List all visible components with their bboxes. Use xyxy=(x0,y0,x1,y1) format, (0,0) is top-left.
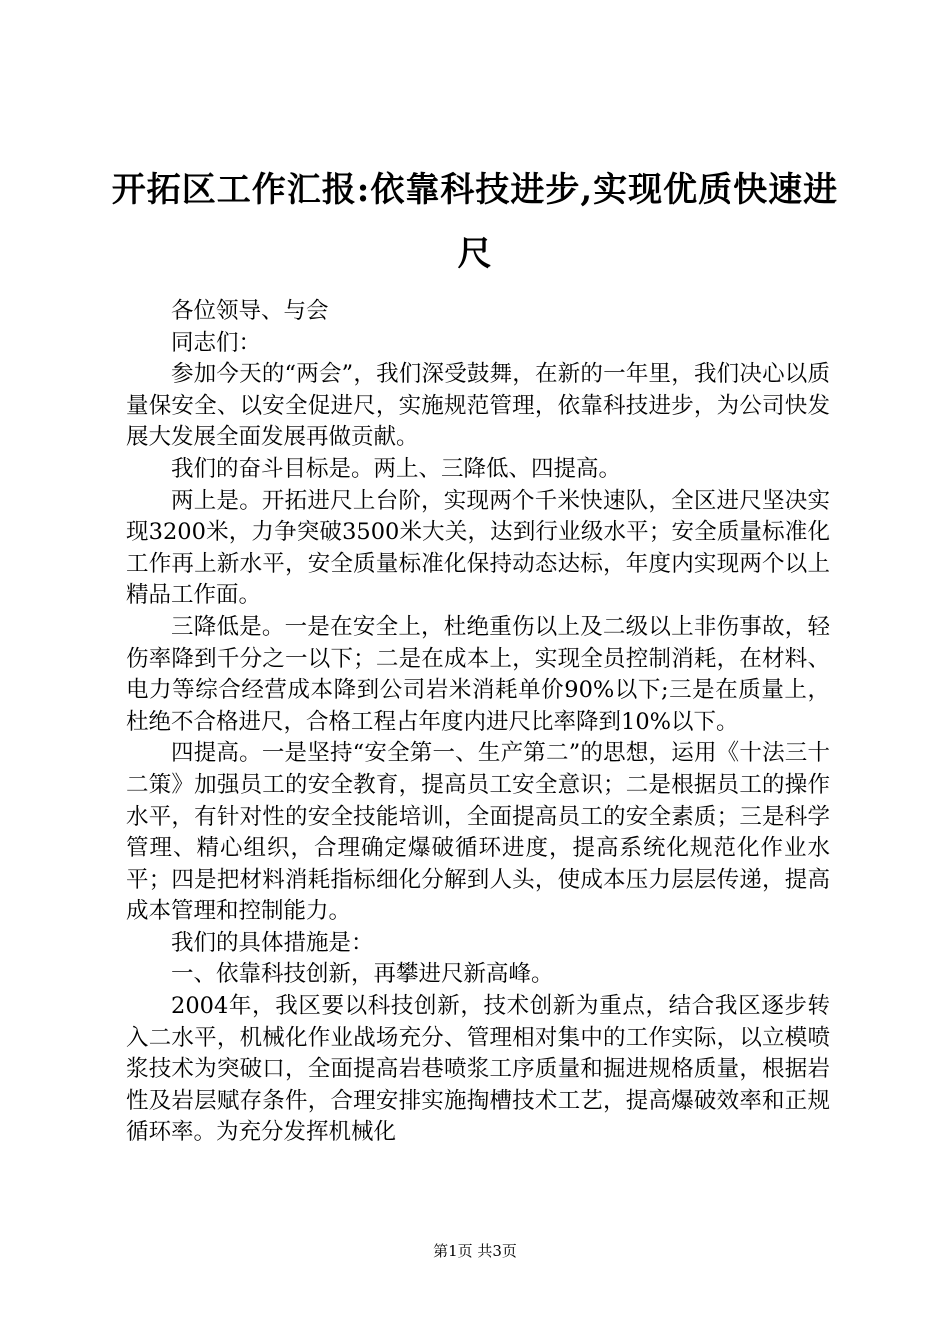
paragraph-measure-detail-1: 2004年，我区要以科技创新，技术创新为重点，结合我区逐步转入二水平，机械化作业战场充分、管理相对集中的工作实际，以立模喷浆技术为突破口，全面提高岩巷喷浆工序质量和掘进规格质量，根据岩性及岩层赋存条件，合理安排实施掏槽技术工艺，提高爆破效率和正规循环率。为充分发挥机械化 xyxy=(126,993,830,1146)
paragraph-opening: 参加今天的“两会”，我们深受鼓舞，在新的一年里，我们决心以质量保安全、以安全促进尺，实施规范管理，依靠科技进步，为公司快发展大发展全面发展再做贡献。 xyxy=(126,361,830,451)
page-footer: 第1页 共3页 xyxy=(433,1242,517,1260)
paragraph-two-up: 两上是。开拓进尺上台阶，实现两个千米快速队，全区进尺坚决实现3200米，力争突破3500米大关，达到行业级水平；安全质量标准化工作再上新水平，安全质量标准化保持动态达标，年度内实现两个以上精品工作面。 xyxy=(126,487,830,609)
document-body xyxy=(126,296,830,1149)
paragraph-three-reduce: 三降低是。一是在安全上，杜绝重伤以上及二级以上非伤事故，轻伤率降到千分之一以下；二是在成本上，实现全员控制消耗，在材料、电力等综合经营成本降到公司岩米消耗单价90%以下;三是在质量上，杜绝不合格进尺，合格工程占年度内进尺比率降到10%以下。 xyxy=(126,613,830,735)
paragraph-measures-intro: 我们的具体措施是： xyxy=(171,929,374,956)
paragraph-salutation-1: 各位领导、与会 xyxy=(171,298,329,324)
paragraph-measure-heading-1: 一、依靠科技创新，再攀进尺新高峰。 xyxy=(171,961,554,988)
paragraph-four-improve: 四提高。一是坚持“安全第一、生产第二”的思想，运用《十法三十二策》加强员工的安全教育，提高员工安全意识；二是根据员工的操作水平，有针对性的安全技能培训，全面提高员工的安全素质；三是科学管理、精心组织，合理确定爆破循环进度，提高系统化规范化作业水平；四是把材料消耗指标细化分解到人头，使成本压力层层传递，提高成本管理和控制能力。 xyxy=(126,740,830,925)
paragraph-salutation-2: 同志们： xyxy=(171,329,262,356)
paragraph-goals: 我们的奋斗目标是。两上、三降低、四提高。 xyxy=(171,455,622,482)
document-title: 开拓区工作汇报:依靠科技进步,实现优质快速进尺 xyxy=(111,170,839,274)
